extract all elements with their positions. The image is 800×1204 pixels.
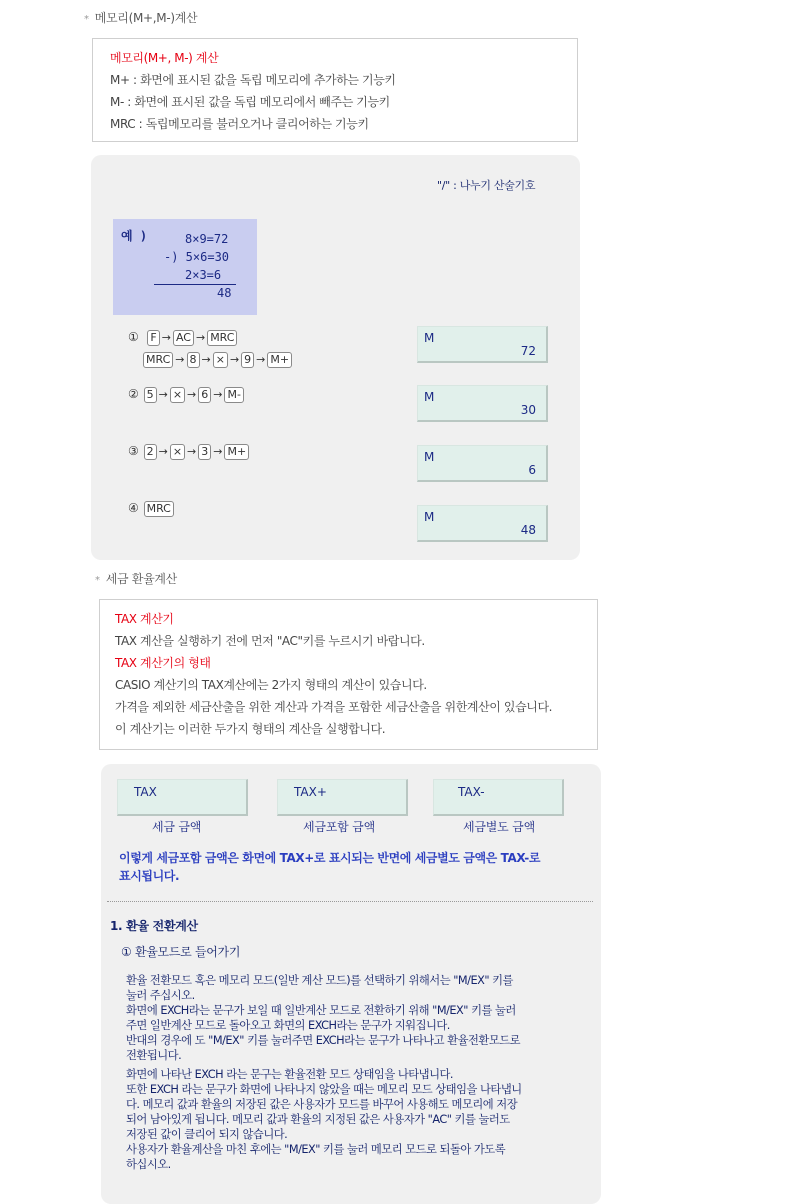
tax-box-title: TAX 계산기: [115, 612, 174, 626]
key-mrc: MRC: [143, 352, 173, 368]
key-mminus: M-: [224, 387, 243, 403]
example-result: 48: [217, 286, 232, 300]
tax-box-line-3: 이 계산기는 이러한 두가지 형태의 계산을 실행합니다.: [115, 722, 386, 736]
example-line-1: 8×9=72: [185, 232, 229, 246]
key-mrc: MRC: [144, 501, 174, 517]
tax-minus-caption: 세금별도 금액: [463, 820, 535, 834]
step-1-row-2: MRC → 8 → × → 9 → M+: [142, 352, 293, 368]
memory-line-mminus: M- : 화면에 표시된 값을 독립 메모리에서 빼주는 기능키: [110, 95, 390, 109]
example-box: [113, 219, 257, 315]
step-1-display: M 72: [417, 326, 548, 363]
example-label: 예 ): [121, 229, 148, 243]
tax-note-line-2: 표시됩니다.: [119, 869, 180, 883]
key-multiply: ×: [170, 387, 185, 403]
tax-note-line-1: 이렇게 세금포함 금액은 화면에 TAX+로 표시되는 반면에 세금별도 금액은 TAX-로: [119, 851, 541, 865]
key-6: 6: [198, 387, 211, 403]
memory-line-mrc: MRC : 독립메모리를 불러오거나 클리어하는 기능키: [110, 117, 369, 131]
key-ac: AC: [173, 330, 194, 346]
bullet-icon: *: [84, 14, 89, 25]
exchange-paragraph-1: 환율 전환모드 혹은 메모리 모드(일반 계산 모드)를 선택하기 위해서는 "M/EX" 키를 눌러 주십시오. 화면에 EXCH라는 문구가 보일 때 일반계산 모드로 전환하기 위해 "M/EX" 키를 눌러 주면 일반계산 모드로 돌아오고 화면의 EXCH라는 문구가 지워집니다. 반대의 경우에 도 "M/EX" 키를 눌러주면 EXCH라는 문구가 나타나고 환율전환모드로 전환됩니다.: [126, 974, 521, 1062]
tax-box-line-ac: TAX 계산을 실행하기 전에 먼저 "AC"키를 누르시기 바랍니다.: [115, 634, 425, 648]
key-8: 8: [187, 352, 200, 368]
exchange-title: 1. 환율 전환계산: [110, 919, 198, 933]
tax-minus-display: TAX-: [433, 779, 564, 816]
key-mrc: MRC: [207, 330, 237, 346]
dotted-divider: [107, 901, 593, 902]
step-4-display: M 48: [417, 505, 548, 542]
key-3: 3: [198, 444, 211, 460]
tax-display: TAX: [117, 779, 248, 816]
example-line-3: 2×3=6: [185, 268, 222, 282]
tax-box-line-2: 가격을 제외한 세금산출을 위한 계산과 가격을 포함한 세금산출을 위한계산이 있습니다.: [115, 700, 553, 714]
memory-line-mplus: M+ : 화면에 표시된 값을 독립 메모리에 추가하는 기능키: [110, 73, 396, 87]
step-2-row-1: ② 5 → × → 6 → M-: [128, 387, 245, 403]
memory-box-title: 메모리(M+, M-) 계산: [110, 51, 219, 65]
exchange-paragraph-2: 화면에 나타난 EXCH 라는 문구는 환율전환 모드 상태임을 나타냅니다. 또한 EXCH 라는 문구가 화면에 나타나지 않았을 때는 메모리 모드 상태임을 나타냅니 다. 메모리 값과 환율의 저장된 값은 사용자가 모드를 바꾸어 사용해도 메모리에 저장 되어 남아있게 됩니다. 메모리 값과 환율의 지정된 값은 사용자가 "AC" 키를 눌러도 저장된 값이 클리어 되지 않습니다. 사용자가 환율계산을 마친 후에는 "M/EX" 키를 눌러 메모리 모드로 되돌아 가도록 하십시오.: [126, 1068, 522, 1171]
step-1-row-1: ① F → AC → MRC: [128, 330, 238, 346]
tax-box-line-1: CASIO 계산기의 TAX계산에는 2가지 형태의 계산이 있습니다.: [115, 678, 427, 692]
step-2-display: M 30: [417, 385, 548, 422]
tax-section-title: * 세금 환율계산: [95, 572, 177, 586]
tax-box-subtitle: TAX 계산기의 형태: [115, 656, 211, 670]
key-f: F: [147, 330, 159, 346]
example-line-2: -) 5×6=30: [164, 250, 230, 264]
key-5: 5: [144, 387, 157, 403]
example-divider: [154, 284, 236, 285]
memory-section-title: * 메모리(M+,M-)계산: [84, 11, 198, 25]
step-3-display: M 6: [417, 445, 548, 482]
divide-note: "/" : 나누기 산술기호: [437, 179, 536, 192]
memory-info-box: [92, 38, 578, 142]
exchange-subtitle: ① 환율모드로 들어가기: [121, 945, 241, 959]
step-4-row-1: ④ MRC: [128, 501, 175, 517]
step-3-row-1: ③ 2 → × → 3 → M+: [128, 444, 250, 460]
key-9: 9: [241, 352, 254, 368]
key-mplus: M+: [267, 352, 292, 368]
key-2: 2: [144, 444, 157, 460]
bullet-icon: *: [95, 575, 100, 586]
tax-plus-display: TAX+: [277, 779, 408, 816]
tax-info-box: [99, 599, 598, 750]
key-multiply: ×: [170, 444, 185, 460]
key-multiply: ×: [213, 352, 228, 368]
tax-plus-caption: 세금포함 금액: [303, 820, 375, 834]
key-mplus: M+: [224, 444, 249, 460]
tax-caption: 세금 금액: [152, 820, 202, 834]
